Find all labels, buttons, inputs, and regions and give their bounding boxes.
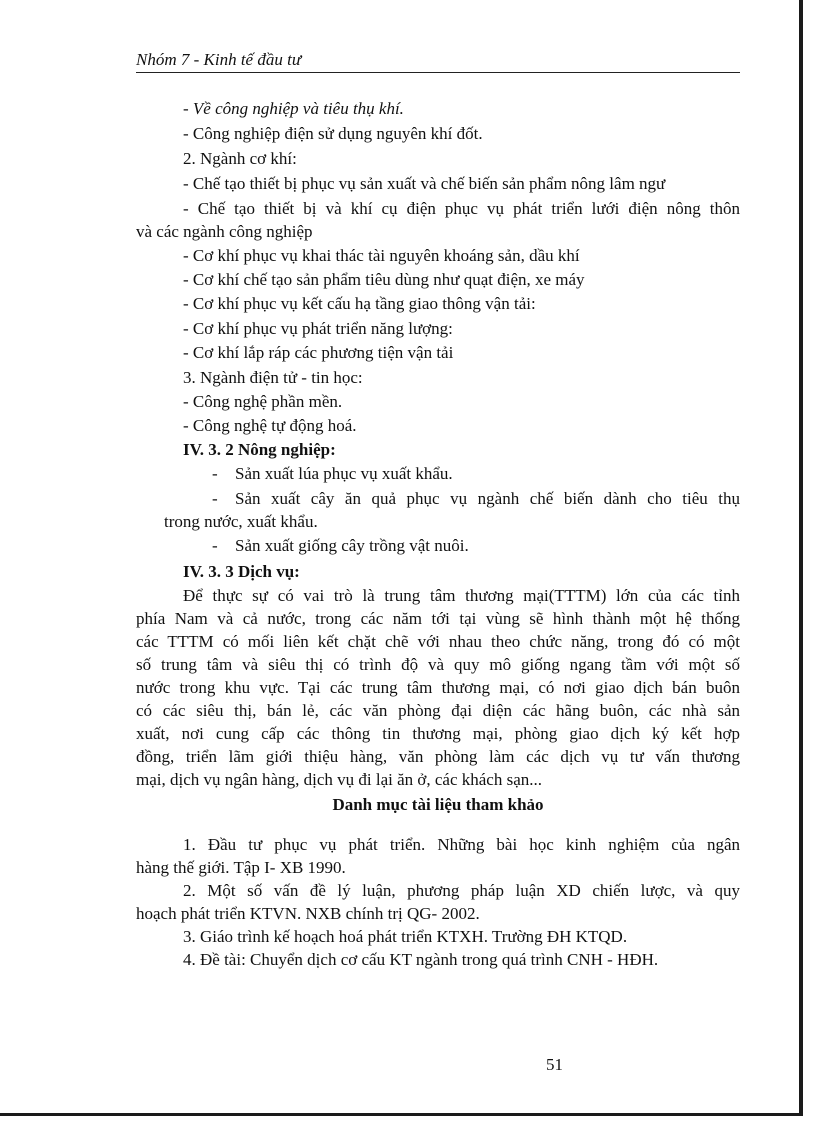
text-line: Sản xuất cây ăn quả phục vụ ngành chế biến dành cho tiêu thụ	[235, 489, 740, 508]
page-edge-shadow-bottom	[0, 1113, 803, 1116]
section-heading: IV. 3. 3 Dịch vụ:	[183, 562, 300, 581]
text-line: - Chế tạo thiết bị phục vụ sản xuất và chế biến sản phẩm nông lâm ngư	[183, 174, 666, 193]
section-heading: IV. 3. 2 Nông nghiệp:	[183, 440, 336, 459]
bullet-dash: -	[212, 464, 218, 483]
page-edge-shadow-right	[799, 0, 803, 1113]
text-line: các TTTM có mối liên kết chặt chẽ với nhau theo chức năng, trong đó có một	[136, 632, 740, 651]
text-line: - Công nghệ tự động hoá.	[183, 416, 357, 435]
text-line: - Công nghệ phần mền.	[183, 392, 343, 411]
page-header: Nhóm 7 - Kinh tế đầu tư	[136, 48, 740, 73]
text-line: - Cơ khí lắp ráp các phương tiện vận tải	[183, 343, 454, 362]
text-line: số trung tâm và siêu thị có trình độ và quy mô giống ngang tầm với một số	[136, 655, 740, 674]
text-line: đồng, triển lãm giới thiệu hàng, văn phòng làm các dịch vụ tư vấn thương	[136, 747, 740, 766]
text-line: phía Nam và cả nước, trong các năm tới tại vùng sẽ hình thành một hệ thống	[136, 609, 740, 628]
text-line: 3. Ngành điện tử - tin học:	[183, 368, 363, 387]
reference-item: hoạch phát triển KTVN. NXB chính trị QG- 2002.	[136, 904, 480, 923]
text-line: Sản xuất lúa phục vụ xuất khẩu.	[235, 464, 453, 483]
text-line: trong nước, xuất khẩu.	[164, 512, 318, 531]
text-line: - Cơ khí phục vụ phát triển năng lượng:	[183, 319, 453, 338]
text-line: nước trong khu vực. Tại các trung tâm thương mại, có nơi giao dịch bán buôn	[136, 678, 740, 697]
text-line: - Chế tạo thiết bị và khí cụ điện phục vụ phát triển lưới điện nông thôn	[183, 199, 740, 218]
text-line: xuất, nơi cung cấp các thông tin thương mại, phòng giao dịch ký kết hợp	[136, 724, 740, 743]
text-line: - Công nghiệp điện sử dụng nguyên khí đốt.	[183, 124, 483, 143]
page-number: 51	[546, 1055, 563, 1074]
text-line: 2. Ngành cơ khí:	[183, 149, 297, 168]
text-line: - Cơ khí chế tạo sản phẩm tiêu dùng như quạt điện, xe máy	[183, 270, 585, 289]
text-line: Sản xuất giống cây trồng vật nuôi.	[235, 536, 469, 555]
reference-item: 1. Đầu tư phục vụ phát triển. Những bài học kinh nghiệm của ngân	[183, 835, 740, 854]
reference-item: hàng thế giới. Tập I- XB 1990.	[136, 858, 346, 877]
text-line: - Về công nghiệp và tiêu thụ khí.	[183, 99, 404, 118]
bullet-dash: -	[212, 489, 218, 508]
text-line: Để thực sự có vai trò là trung tâm thương mại(TTTM) lớn của các tỉnh	[183, 586, 740, 605]
text-line: và các ngành công nghiệp	[136, 222, 313, 241]
bullet-dash: -	[212, 536, 218, 555]
reference-item: 2. Một số vấn đề lý luận, phương pháp luận XD chiến lược, và quy	[183, 881, 740, 900]
references-title: Danh mục tài liệu tham khảo	[332, 795, 544, 814]
text-line: mại, dịch vụ ngân hàng, dịch vụ đi lại ăn ở, các khách sạn...	[136, 770, 543, 789]
reference-item: 4. Đề tài: Chuyển dịch cơ cấu KT ngành trong quá trình CNH - HĐH.	[183, 950, 659, 969]
reference-item: 3. Giáo trình kế hoạch hoá phát triển KTXH. Trường ĐH KTQD.	[183, 927, 628, 946]
text-line: - Cơ khí phục vụ khai thác tài nguyên khoáng sản, dầu khí	[183, 246, 580, 265]
text-line: - Cơ khí phục vụ kết cấu hạ tầng giao thông vận tải:	[183, 294, 536, 313]
text-line: có các siêu thị, bán lẻ, các văn phòng đại diện các hãng buôn, các nhà sản	[136, 701, 740, 720]
